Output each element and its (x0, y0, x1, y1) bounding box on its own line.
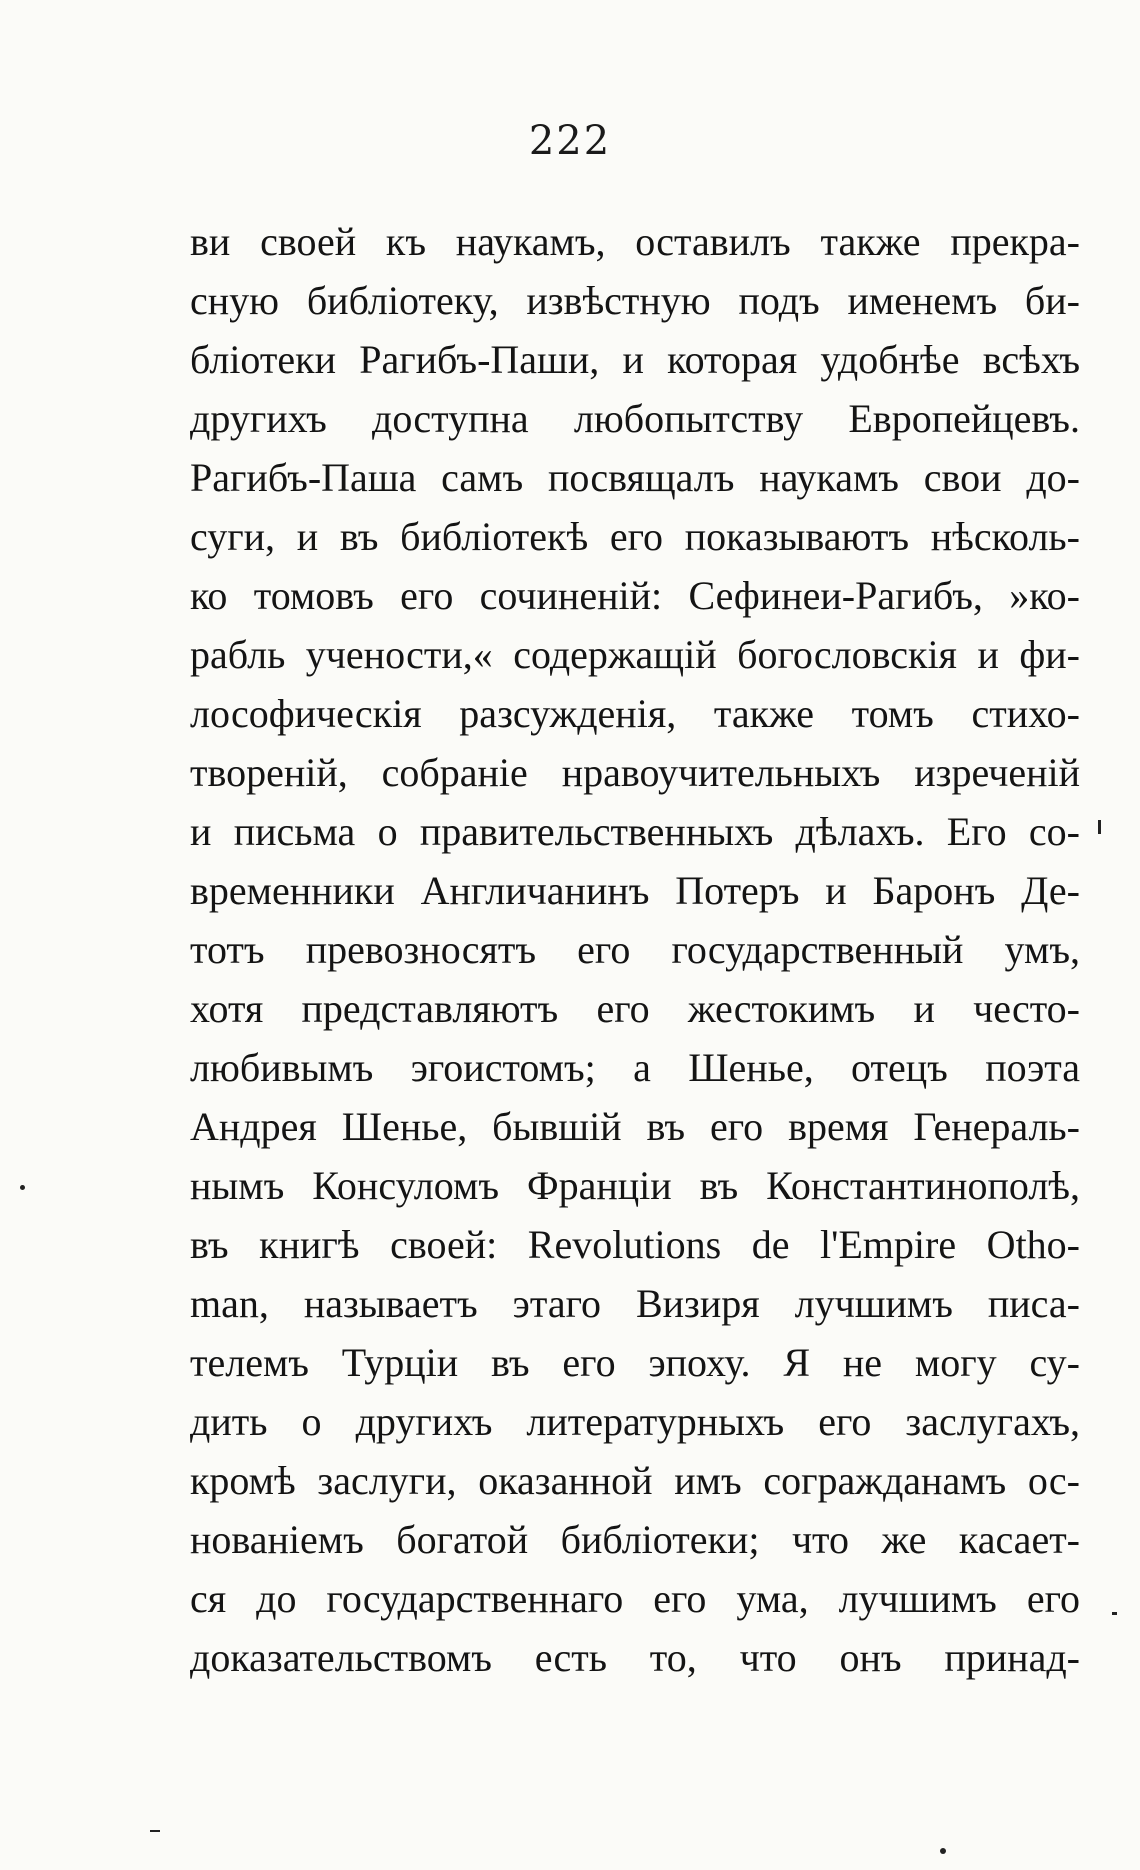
text-line: телемъ Турціи въ его эпоху. Я не могу су- (190, 1340, 1080, 1385)
text-line: нованіемъ богатой библіотеки; что же касает- (190, 1517, 1080, 1562)
text-line: ви своей къ наукамъ, оставилъ также прекра- (190, 219, 1080, 264)
page-number: 222 (528, 118, 612, 164)
text-line: временники Англичанинъ Потеръ и Баронъ Де- (190, 868, 1080, 913)
text-line: суги, и въ библіотекѣ его показываютъ нѣсколь- (190, 514, 1080, 559)
text-line: и письма о правительственныхъ дѣлахъ. Его со- (190, 809, 1080, 854)
text-line: сную библіотеку, извѣстную подъ именемъ би- (190, 278, 1080, 323)
text-line: хотя представляютъ его жестокимъ и често- (190, 986, 1080, 1031)
text-line: ко томовъ его сочиненій: Сефинеи-Рагибъ, »ко- (190, 573, 1080, 618)
text-line: бліотеки Рагибъ-Паши, и которая удобнѣе всѣхъ (190, 337, 1080, 382)
scan-speck (1112, 1612, 1117, 1615)
text-line: доказательствомъ есть то, что онъ принад- (190, 1635, 1080, 1680)
scan-speck (20, 1185, 25, 1190)
text-line: ся до государственнаго его ума, лучшимъ его (190, 1576, 1080, 1621)
text-line: man, называетъ этаго Визиря лучшимъ писа- (190, 1281, 1080, 1326)
text-line: Андрея Шенье, бывшій въ его время Генераль- (190, 1104, 1080, 1149)
text-line: твореній, собраніе нравоучительныхъ изреченій (190, 750, 1080, 795)
text-line: кромѣ заслуги, оказанной имъ согражданамъ ос- (190, 1458, 1080, 1503)
text-line: нымъ Консуломъ Франціи въ Константинополѣ, (190, 1163, 1080, 1208)
scan-speck (940, 1848, 946, 1854)
text-line: тотъ превозносятъ его государственный умъ, (190, 927, 1080, 972)
text-line: рабль учености,« содержащій богословскія и фи- (190, 632, 1080, 677)
text-line: лософическія разсужденія, также томъ стихо- (190, 691, 1080, 736)
text-line: Рагибъ-Паша самъ посвящалъ наукамъ свои до- (190, 455, 1080, 500)
body-text (190, 212, 1080, 1687)
text-line: дить о другихъ литературныхъ его заслугахъ, (190, 1399, 1080, 1444)
text-line: въ книгѣ своей: Revolutions de l'Empire Otho- (190, 1222, 1080, 1267)
scan-speck (150, 1830, 160, 1832)
text-line: любивымъ эгоистомъ; а Шенье, отецъ поэта (190, 1045, 1080, 1090)
scan-speck (1098, 820, 1101, 834)
text-line: другихъ доступна любопытству Европейцевъ. (190, 396, 1080, 441)
